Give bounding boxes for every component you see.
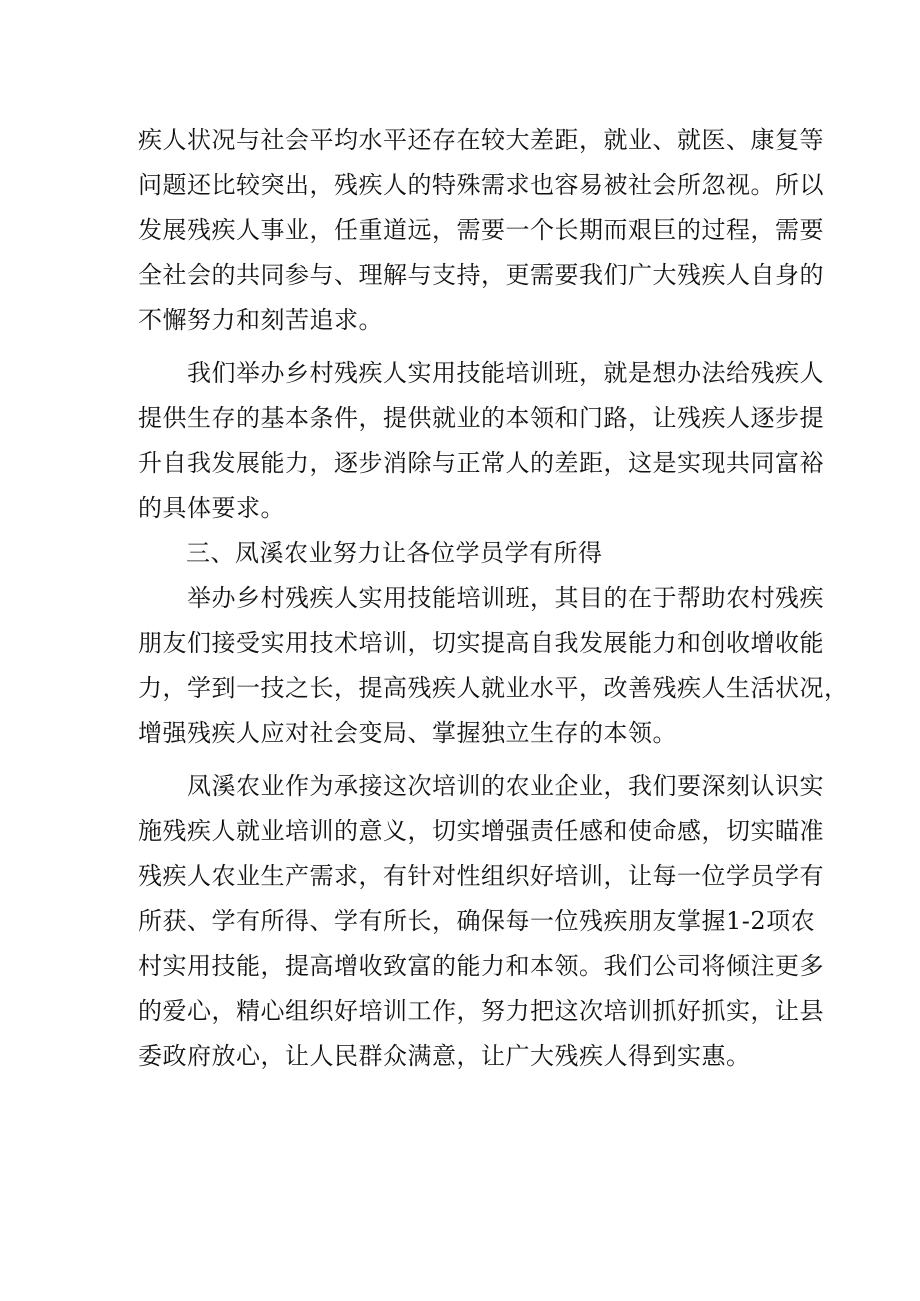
text-line: 的爱心，精心组织好培训工作，努力把这次培训抓好抓实，让县 bbox=[138, 997, 824, 1025]
paragraph-3 bbox=[138, 576, 849, 756]
text-line: 不懈努力和刻苦追求。 bbox=[138, 306, 383, 334]
text-line: 全社会的共同参与、理解与支持，更需要我们广大残疾人自身的 bbox=[138, 261, 824, 289]
text-line: 举办乡村残疾人实用技能培训班，其目的在于帮助农村残疾 bbox=[138, 584, 824, 612]
text-line: 凤溪农业作为承接这次培训的农业企业，我们要深刻认识实 bbox=[138, 772, 824, 800]
text-line: 朋友们接受实用技术培训，切实提高自我发展能力和创收增收能 bbox=[138, 629, 824, 657]
paragraph-spacer bbox=[138, 343, 786, 351]
text-line: 发展残疾人事业，任重道远，需要一个长期而艰巨的过程，需要 bbox=[138, 216, 824, 244]
text-line: 疾人状况与社会平均水平还存在较大差距，就业、就医、康复等 bbox=[138, 126, 824, 154]
text-line: 残疾人农业生产需求，有针对性组织好培训，让每一位学员学有 bbox=[138, 862, 824, 890]
text-line: 委政府放心，让人民群众满意，让广大残疾人得到实惠。 bbox=[138, 1042, 751, 1070]
text-line: 升自我发展能力，逐步消除与正常人的差距，这是实现共同富裕 bbox=[138, 449, 824, 477]
text-line: 我们举办乡村残疾人实用技能培训班，就是想办法给残疾人 bbox=[138, 359, 824, 387]
text-line: 问题还比较突出，残疾人的特殊需求也容易被社会所忽视。所以 bbox=[138, 171, 824, 199]
text-line: 增强残疾人应对社会变局、掌握独立生存的本领。 bbox=[138, 719, 677, 747]
text-line: 力，学到一技之长，提高残疾人就业水平，改善残疾人生活状况， bbox=[138, 674, 849, 702]
text-line: 提供生存的基本条件，提供就业的本领和门路，让残疾人逐步提 bbox=[138, 404, 824, 432]
text-line: 村实用技能，提高增收致富的能力和本领。我们公司将倾注更多 bbox=[138, 952, 824, 980]
paragraph-spacer bbox=[138, 756, 786, 764]
text-line: 所获、学有所得、学有所长，确保每一位残疾朋友掌握1-2项农 bbox=[138, 907, 816, 935]
section-heading: 三、凤溪农业努力让各位学员学有所得 bbox=[186, 539, 603, 567]
paragraph-1 bbox=[138, 118, 824, 343]
text-line: 施残疾人就业培训的意义，切实增强责任感和使命感，切实瞄准 bbox=[138, 817, 824, 845]
paragraph-4 bbox=[138, 764, 824, 1079]
paragraph-2 bbox=[138, 351, 824, 531]
text-line: 的具体要求。 bbox=[138, 494, 285, 522]
document-page bbox=[138, 118, 849, 1079]
